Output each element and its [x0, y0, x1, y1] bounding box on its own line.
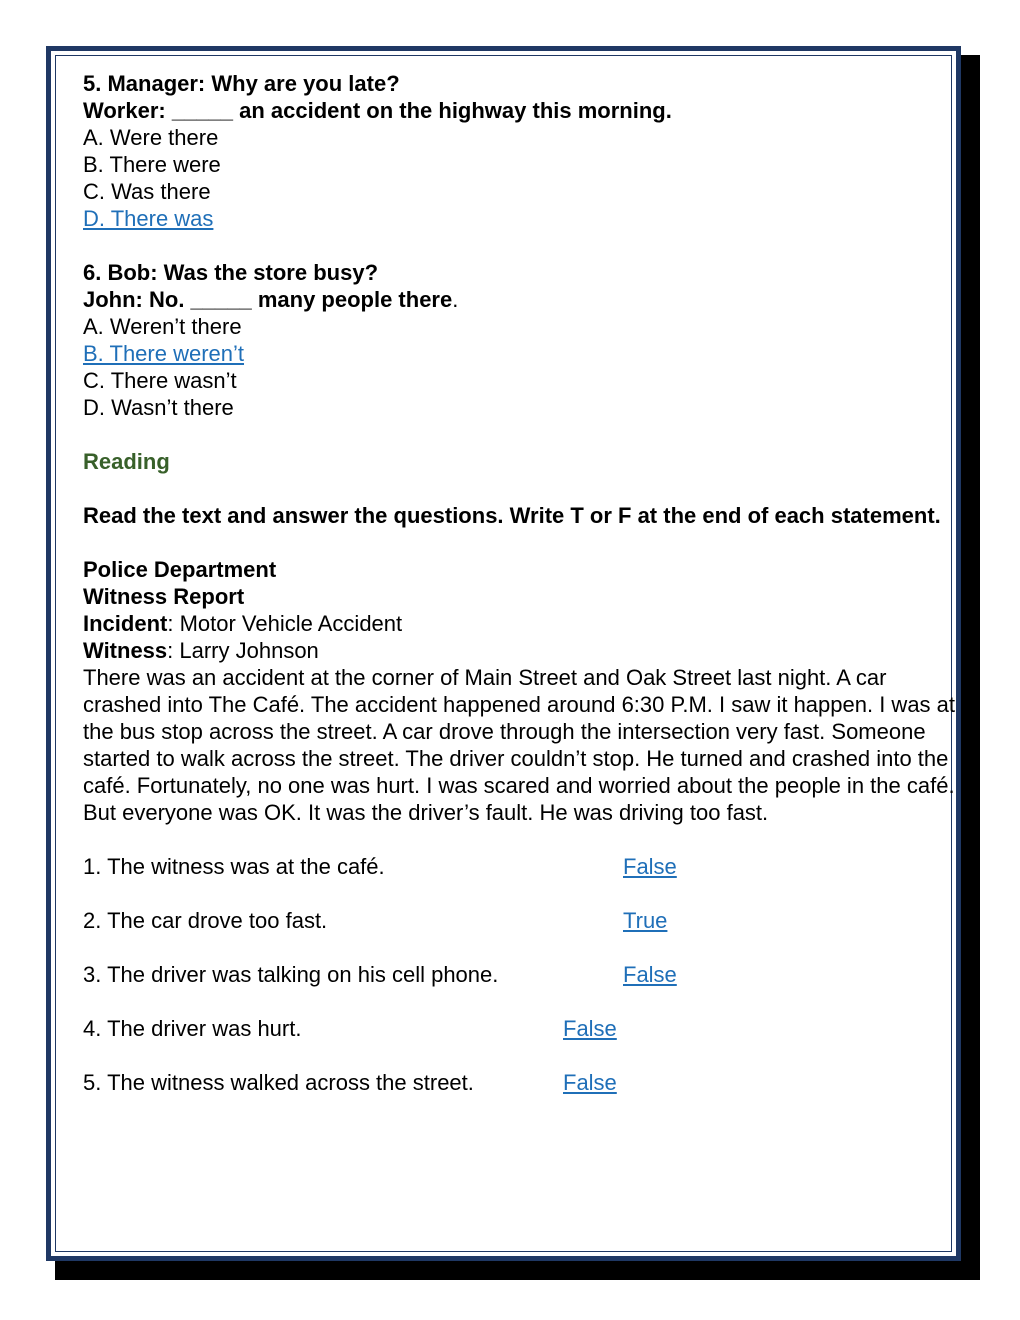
statement-5-answer-link[interactable]: False: [563, 1070, 617, 1095]
statement-1-answer-link[interactable]: False: [623, 854, 677, 879]
question-5-option-c: C. Was there: [83, 179, 211, 204]
report-witness-label: Witness: [83, 638, 168, 663]
statement-2-answer-link[interactable]: True: [623, 908, 668, 933]
witness-report: [83, 556, 963, 826]
reading-instructions: Read the text and answer the questions. Write T or F at the end of each statement.: [83, 503, 941, 528]
question-6-answer-link[interactable]: B. There weren’t: [83, 341, 245, 366]
report-witness-value: : Larry Johnson: [167, 638, 319, 663]
question-6: [83, 259, 963, 421]
report-body: There was an accident at the corner of Main Street and Oak Street last night. A car crashed into The Café. The accident happened around 6:30 P.M. I saw it happen. I was at the bus stop across the street. A car drove through the intersection very fast. Someone started to walk across the street. The driver couldn’t stop. He turned and crashed into the café. Fortunately, no one was hurt. I was scared and worried about the people in the café. But everyone was OK. It was the driver’s fault. He was driving too fast.: [83, 665, 956, 825]
reading-heading: Reading: [83, 449, 170, 474]
report-title: Witness Report: [83, 584, 245, 609]
statement-4: [83, 1015, 963, 1042]
statement-3: [83, 961, 963, 988]
statement-1: [83, 853, 963, 880]
question-6-sentence-period: .: [452, 287, 459, 312]
question-6-sentence: John: No. _____ many people there: [83, 287, 453, 312]
statement-4-answer-link[interactable]: False: [563, 1016, 617, 1041]
question-5-prompt: 5. Manager: Why are you late?: [83, 71, 400, 96]
report-department: Police Department: [83, 557, 277, 582]
report-incident-label: Incident: [83, 611, 168, 636]
statement-2-text: 2. The car drove too fast.: [83, 908, 328, 933]
question-6-option-c: C. There wasn’t: [83, 368, 237, 393]
true-false-statements: [83, 853, 963, 1096]
statement-1-text: 1. The witness was at the café.: [83, 854, 385, 879]
statement-2: [83, 907, 963, 934]
statement-4-text: 4. The driver was hurt.: [83, 1016, 302, 1041]
question-6-prompt: 6. Bob: Was the store busy?: [83, 260, 379, 285]
question-5-option-a: A. Were there: [83, 125, 219, 150]
question-5-sentence: Worker: _____ an accident on the highway this morning.: [83, 98, 672, 123]
question-6-option-d: D. Wasn’t there: [83, 395, 234, 420]
statement-3-answer-link[interactable]: False: [623, 962, 677, 987]
question-5-answer-link[interactable]: D. There was: [83, 206, 214, 231]
statement-5-text: 5. The witness walked across the street.: [83, 1070, 474, 1095]
question-5-option-b: B. There were: [83, 152, 221, 177]
question-6-option-a: A. Weren’t there: [83, 314, 242, 339]
report-incident-value: : Motor Vehicle Accident: [167, 611, 403, 636]
statement-3-text: 3. The driver was talking on his cell phone.: [83, 962, 499, 987]
document-content: [83, 70, 963, 1096]
question-5: [83, 70, 963, 232]
statement-5: [83, 1069, 963, 1096]
